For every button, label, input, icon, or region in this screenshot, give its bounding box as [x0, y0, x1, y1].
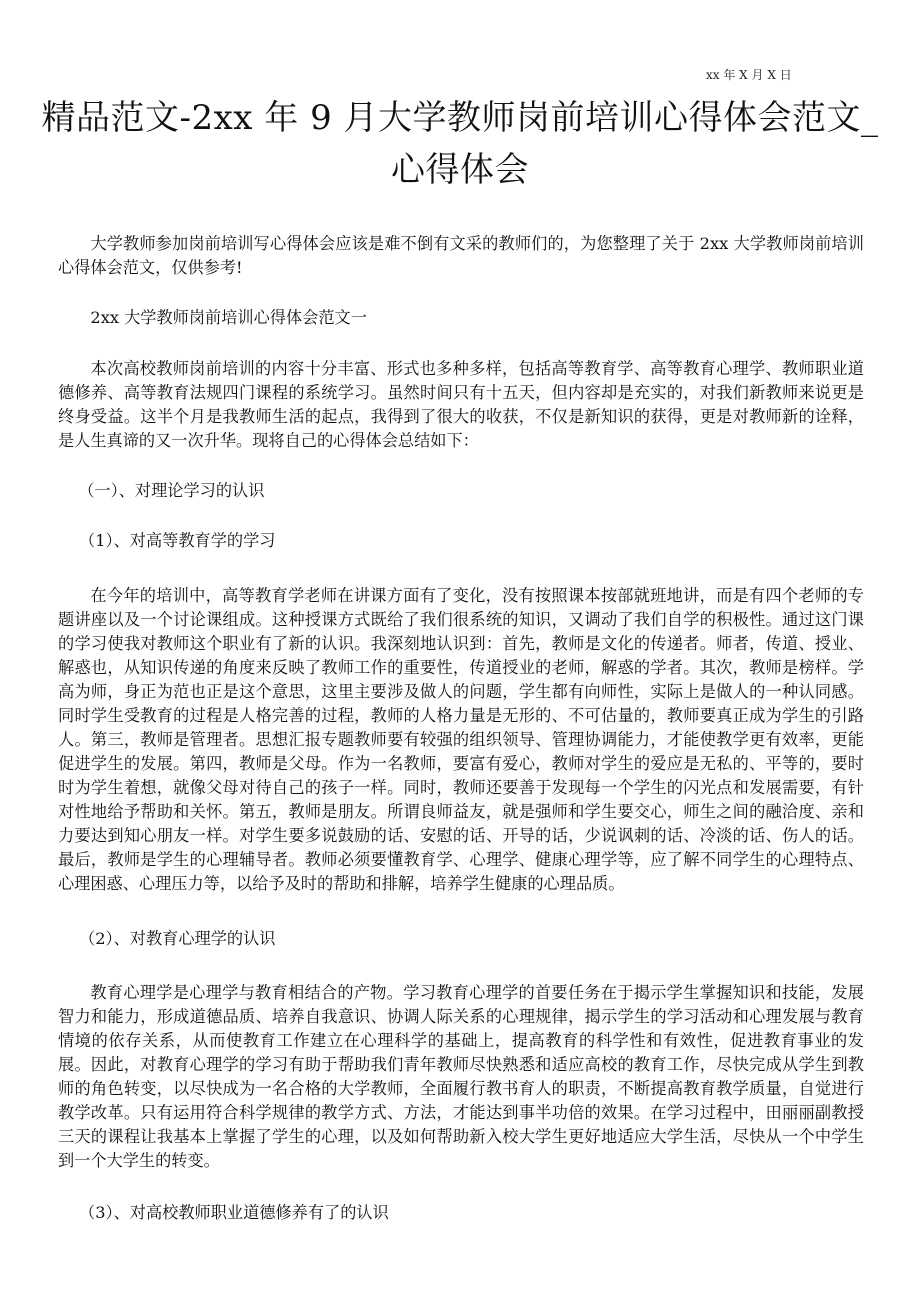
document-body	[58, 230, 864, 1225]
intro-paragraph: 大学教师参加岗前培训写心得体会应该是难不倒有文采的教师们的，为您整理了关于 2xx 大学教师岗前培训心得体会范文，仅供参考!	[58, 234, 864, 277]
date-line: xx 年 X 月 X 日	[706, 68, 792, 82]
page-title: 精品范文-2xx 年 9 月大学教师岗前培训心得体会范文_心得体会	[41, 98, 879, 190]
section-title: 2xx 大学教师岗前培训心得体会范文一	[90, 308, 367, 327]
paragraph-3: 教育心理学是心理学与教育相结合的产物。学习教育心理学的首要任务在于揭示学生掌握知识和技能，发展智力和能力，形成道德品质、培养自我意识、协调人际关系的心理规律，揭示学生的学习活动和心理发展与教育情境的依存关系，从而使教育工作建立在心理科学的基础上，提高教育的科学性和有效性，促进教育事业的发展。因此，对教育心理学的学习有助于帮助我们青年教师尽快熟悉和适应高校的教育工作，尽快完成从学生到教师的角色转变，以尽快成为一名合格的大学教师，全面履行教书育人的职责，不断提高教育教学质量，自觉进行教学改革。只有运用符合科学规律的教学方式、方法，才能达到事半功倍的效果。在学习过程中，田丽丽副教授三天的课程让我基本上掌握了学生的心理，以及如何帮助新入校大学生更好地适应大学生活，尽快从一个中学生到一个大学生的转变。	[58, 983, 864, 1170]
heading-educational-psychology: （2）、对教育心理学的认识	[79, 929, 276, 948]
heading-professional-ethics: （3）、对高校教师职业道德修养有了的认识	[79, 1203, 389, 1222]
heading-theory: （一）、对理论学习的认识	[78, 481, 265, 500]
heading-higher-education: （1）、对高等教育学的学习	[79, 531, 276, 550]
paragraph-2: 在今年的培训中，高等教育学老师在讲课方面有了变化，没有按照课本按部就班地讲，而是有四个老师的专题讲座以及一个讨论课组成。这种授课方式既给了我们很系统的知识，又调动了我们自学的积极性。通过这门课的学习使我对教师这个职业有了新的认识。我深刻地认识到：首先，教师是文化的传递者。师者，传道、授业、解惑也，从知识传递的角度来反映了教师工作的重要性，传道授业的老师，解惑的学者。其次，教师是榜样。学高为师，身正为范也正是这个意思，这里主要涉及做人的问题，学生都有向师性，实际上是做人的一种认同感。同时学生受教育的过程是人格完善的过程，教师的人格力量是无形的、不可估量的，教师要真正成为学生的引路人。第三，教师是管理者。思想汇报专题教师要有较强的组织领导、管理协调能力，才能使教学更有效率，更能促进学生的发展。第四，教师是父母。作为一名教师，要富有爱心，教师对学生的爱应是无私的、平等的，要时时为学生着想，就像父母对待自己的孩子一样。同时，教师还要善于发现每一个学生的闪光点和发展需要，有针对性地给予帮助和关怀。第五，教师是朋友。所谓良师益友，就是强师和学生要交心，师生之间的融洽度、亲和力要达到知心朋友一样。对学生要多说鼓励的话、安慰的话、开导的话，少说讽刺的话、冷淡的话、伤人的话。最后，教师是学生的心理辅导者。教师必须要懂教育学、心理学、健康心理学等，应了解不同学生的心理特点、心理困惑、心理压力等，以给予及时的帮助和排解，培养学生健康的心理品质。	[58, 586, 864, 893]
paragraph-1: 本次高校教师岗前培训的内容十分丰富、形式也多种多样，包括高等教育学、高等教育心理学、教师职业道德修养、高等教育法规四门课程的系统学习。虽然时间只有十五天，但内容却是充实的，对我们新教师来说更是终身受益。这半个月是我教师生活的起点，我得到了很大的收获，不仅是新知识的获得，更是对教师新的诠释，是人生真谛的又一次升华。现将自己的心得体会总结如下：	[58, 359, 864, 450]
